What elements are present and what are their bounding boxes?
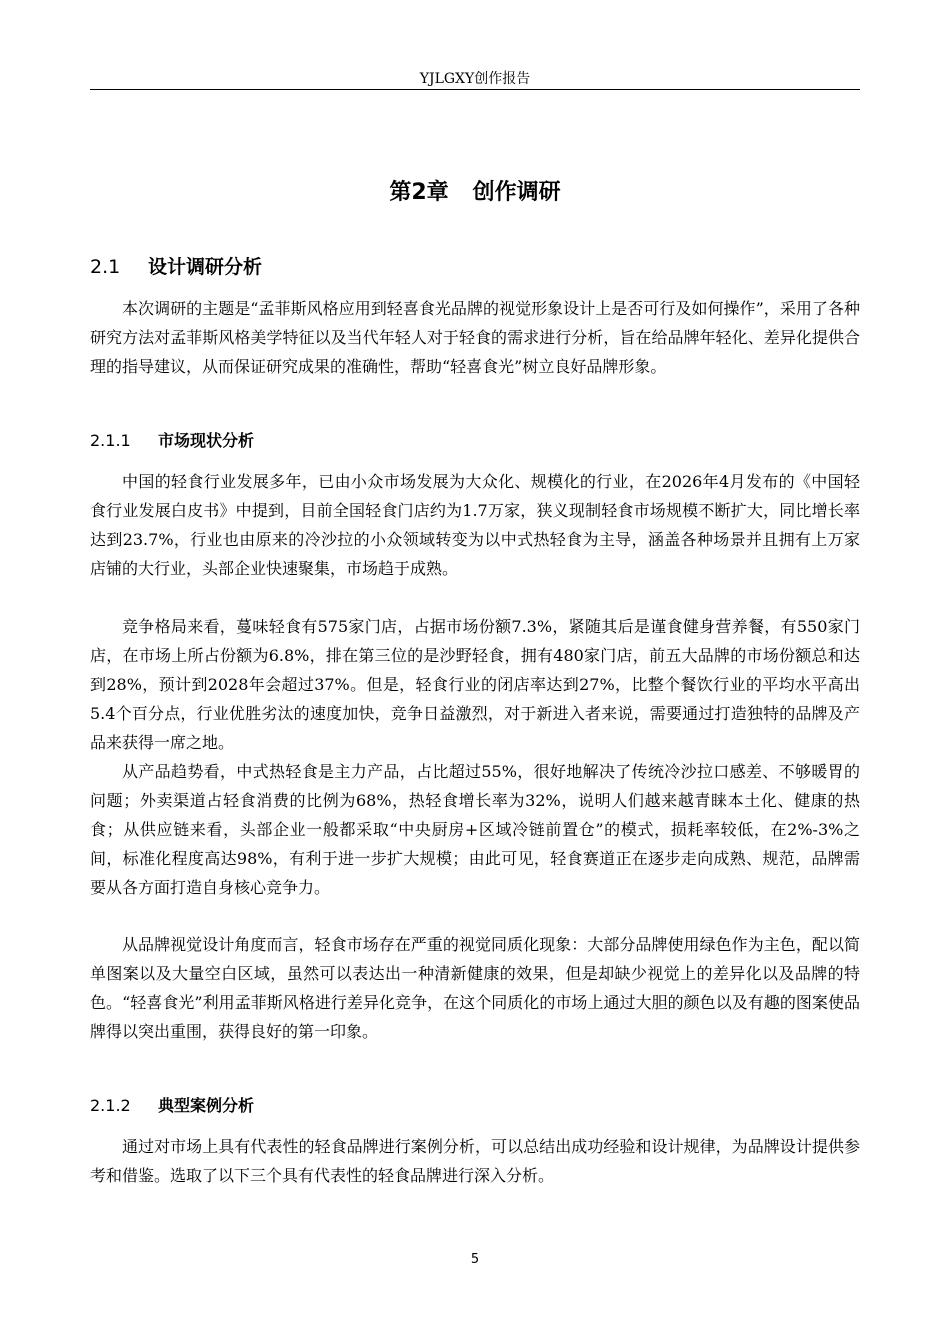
paragraph-product-trend: 从产品趋势看，中式热轻食是主力产品，占比超过55%，很好地解决了传统冷沙拉口感差、不够暖胃的问题；外卖渠道占轻食消费的比例为68%，热轻食增长率为32%，说明人们越来越青睐本土化、健康的热食；从供应链来看，头部企业一般都采取“中央厨房+区域冷链前置仓”的模式，损耗率较低，在2%-3%之间，标准化程度高达98%，有利于进一步扩大规模；由此可见，轻食赛道正在逐步走向成熟、规范，品牌需要从各方面打造自身核心竞争力。 bbox=[90, 762, 860, 897]
section-number: 2.1.2 bbox=[90, 1096, 131, 1115]
running-header: YJLGXY创作报告 bbox=[419, 71, 531, 87]
section-number: 2.1 bbox=[90, 256, 121, 278]
chapter-number: 第2章 bbox=[389, 180, 449, 205]
chapter-name: 创作调研 bbox=[472, 180, 561, 205]
chapter-title bbox=[90, 178, 860, 208]
section-title: 市场现状分析 bbox=[158, 431, 255, 450]
paragraph-competition: 竞争格局来看，蔓味轻食有575家门店，占据市场份额7.3%，紧随其后是谨食健身营养餐，有550家门店，在市场上所占份额为6.8%，排在第三位的是沙野轻食，拥有480家门店，前五大品牌的市场份额总和达到28%，预计到2028年会超过37%。但是，轻食行业的闭店率达到27%，比整个餐饮行业的平均水平高出5.4个百分点，行业优胜劣汰的速度加快，竞争日益激烈，对于新进入者来说，需要通过打造独特的品牌及产品来获得一席之地。 bbox=[90, 617, 860, 752]
paragraph-visual-design: 从品牌视觉设计角度而言，轻食市场存在严重的视觉同质化现象：大部分品牌使用绿色作为主色，配以简单图案以及大量空白区域，虽然可以表达出一种清新健康的效果，但是却缺少视觉上的差异化以及品牌的特色。“轻喜食光”利用孟菲斯风格进行差异化竞争，在这个同质化的市场上通过大胆的颜色以及有趣的图案使品牌得以突出重围，获得良好的第一印象。 bbox=[90, 935, 860, 1041]
page-number: 5 bbox=[470, 1252, 480, 1267]
section-heading-2-1 bbox=[90, 254, 262, 280]
section-title: 典型案例分析 bbox=[158, 1096, 255, 1115]
header-rule bbox=[90, 89, 860, 90]
paragraph-market-overview: 中国的轻食行业发展多年，已由小众市场发展为大众化、规模化的行业，在2026年4月发布的《中国轻食行业发展白皮书》中提到，目前全国轻食门店约为1.7万家，狭义现制轻食市场规模不断扩大，同比增长率达到23.7%，行业也由原来的冷沙拉的小众领域转变为以中式热轻食为主导，涵盖各种场景并且拥有上万家店铺的大行业，头部企业快速聚集，市场趋于成熟。 bbox=[90, 472, 860, 578]
section-heading-2-1-2 bbox=[90, 1095, 254, 1117]
section-title: 设计调研分析 bbox=[148, 256, 263, 278]
paragraph-case-study: 通过对市场上具有代表性的轻食品牌进行案例分析，可以总结出成功经验和设计规律，为品牌设计提供参考和借鉴。选取了以下三个具有代表性的轻食品牌进行深入分析。 bbox=[90, 1137, 860, 1185]
section-heading-2-1-1 bbox=[90, 430, 254, 452]
section-number: 2.1.1 bbox=[90, 431, 131, 450]
paragraph-2-1-intro: 本次调研的主题是“孟菲斯风格应用到轻喜食光品牌的视觉形象设计上是否可行及如何操作”，采用了各种研究方法对孟菲斯风格美学特征以及当代年轻人对于轻食的需求进行分析，旨在给品牌年轻化、差异化提供合理的指导建议，从而保证研究成果的准确性，帮助“轻喜食光”树立良好品牌形象。 bbox=[90, 299, 860, 376]
